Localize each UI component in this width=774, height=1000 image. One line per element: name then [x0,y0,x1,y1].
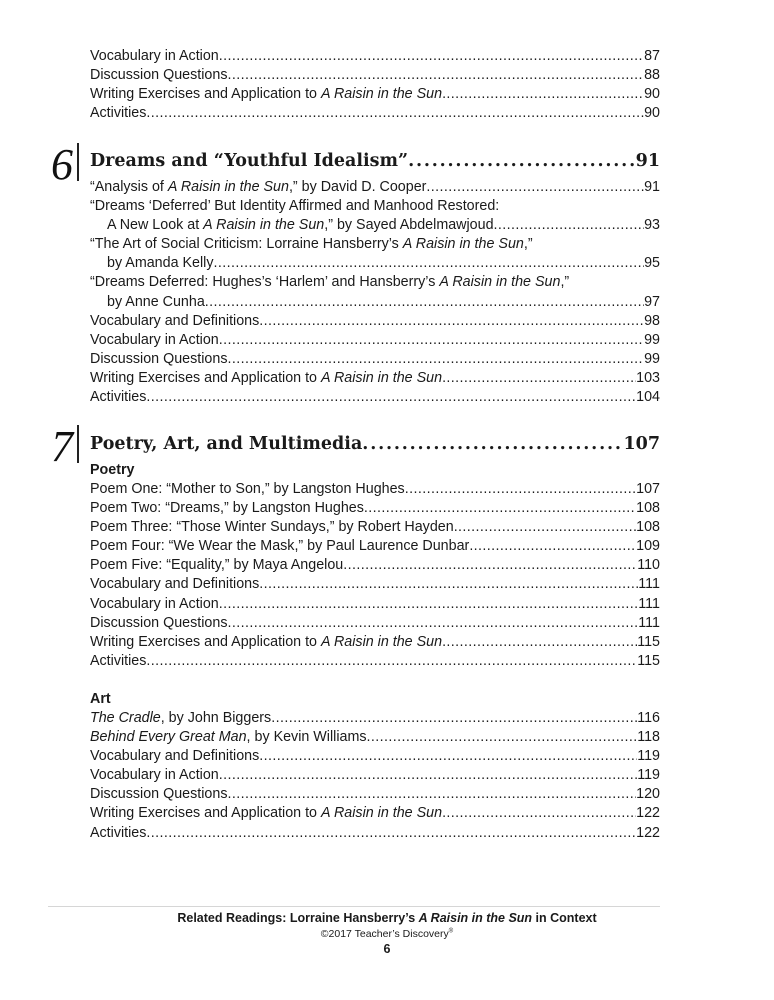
toc-entry[interactable] [90,518,660,537]
art-subheading: Art [90,690,111,707]
toc-entry-page: 110 [637,557,660,574]
toc-entry-page: 122 [636,805,660,822]
toc-entry[interactable] [90,85,660,104]
toc-entry[interactable] [90,537,660,556]
toc-entry-label: Poem One: “Mother to Son,” by Langston Hughes [90,481,405,497]
footer-divider [48,906,660,907]
toc-entry-label: Activities [90,824,147,841]
toc-entry-page: 115 [637,652,660,669]
toc-entry[interactable] [90,556,660,575]
toc-entry[interactable] [90,47,660,66]
toc-entry[interactable]: Discussion Questions ..... 99 [90,350,660,369]
toc-top-entries [90,47,660,123]
toc-entry-label: Vocabulary in Action [90,767,219,784]
toc-entry-page: 108 [636,500,660,517]
toc-entry-page: 116 [637,709,660,726]
chapter-7-divider [77,425,79,463]
page-number: 6 [383,942,391,956]
chapter-7-number: 7 [51,422,73,471]
toc-entry-label: Vocabulary and Definitions [90,748,260,765]
toc-entry-page: 118 [637,729,660,746]
toc-entry[interactable]: Activities ..... 104 [90,388,660,407]
toc-entry[interactable] [90,747,660,766]
toc-entry-page: 111 [638,595,660,612]
toc-entry-line1[interactable]: “The Art of Social Criticism: Lorraine Hansberry’s A Raisin in the Sun,” [90,236,533,253]
toc-entry-line1[interactable]: “Dreams Deferred: Hughes’s ‘Harlem’ and Hansberry’s A Raisin in the Sun,” [90,274,570,291]
toc-entry-label: Poem Five: “Equality,” by Maya Angelou [90,557,344,574]
toc-entry-page: 107 [636,481,660,497]
toc-entry-label: Poem Three: “Those Winter Sundays,” by Robert Hayden [90,519,454,536]
toc-entry[interactable] [90,614,660,633]
toc-entry[interactable] [90,595,660,614]
chapter-7-page: 107 [623,434,660,454]
footer-book-title: Related Readings: Lorraine Hansberry’s A Raisin in the Sun in Context [177,911,597,925]
toc-entry-page: 109 [636,538,660,555]
toc-entry-label: Discussion Questions [90,786,228,803]
toc-entry-label: Vocabulary in Action [90,48,219,64]
toc-entry[interactable] [90,480,660,499]
chapter-6-section [90,148,660,407]
toc-entry-label: The Cradle, by John Biggers [90,709,272,726]
toc-entry[interactable] [90,499,660,518]
toc-entry-page: 111 [638,576,660,593]
toc-entry[interactable]: A New Look at A Raisin in the Sun,” by Sayed Abdelmawjoud ..... 93 [90,216,660,235]
toc-entry-label: Discussion Questions [90,67,228,84]
toc-entry-line1[interactable]: “Dreams ‘Deferred’ But Identity Affirmed and Manhood Restored: [90,198,500,215]
toc-entry[interactable] [90,652,660,671]
toc-entry-label: Vocabulary in Action [90,595,219,612]
toc-entry-page: 90 [644,105,660,122]
poetry-subheading: Poetry [90,462,135,478]
toc-entry[interactable]: Writing Exercises and Application to A Raisin in the Sun ..... 103 [90,369,660,388]
toc-entry-label: Writing Exercises and Application to A Raisin in the Sun [90,805,443,822]
toc-entry[interactable]: by Anne Cunha ..... 97 [90,293,660,312]
chapter-7-title: Poetry, Art, and Multimedia [90,434,363,454]
toc-entry-label: Writing Exercises and Application to A Raisin in the Sun [90,633,443,650]
toc-entry[interactable] [90,728,660,747]
toc-entry-page: 119 [637,767,660,784]
toc-entry[interactable] [90,575,660,594]
toc-entry-label: Activities [90,652,147,669]
toc-entry[interactable]: “Analysis of A Raisin in the Sun,” by David D. Cooper ..... 91 [90,178,660,197]
toc-entry-label: Vocabulary and Definitions [90,576,260,593]
toc-entry[interactable] [90,104,660,123]
art-entries [90,709,660,843]
toc-entry-page: 88 [644,67,660,84]
toc-entry[interactable] [90,66,660,85]
chapter-7-section [90,431,660,843]
toc-entry-page: 87 [644,48,660,64]
toc-entry-page: 122 [636,824,660,841]
toc-entry-page: 90 [644,86,660,103]
toc-entry-label: Writing Exercises and Application to A Raisin in the Sun [90,86,443,103]
chapter-6-page: 91 [635,151,660,171]
toc-entry[interactable] [90,766,660,785]
chapter-6-divider [77,143,79,181]
toc-entry-label: Poem Two: “Dreams,” by Langston Hughes [90,500,364,517]
footer-copyright: ©2017 Teacher’s Discovery® [320,928,454,940]
toc-entry-label: Behind Every Great Man, by Kevin Williams [90,729,367,746]
poetry-entries [90,480,660,671]
toc-entry[interactable] [90,785,660,804]
chapter-7-heading[interactable] [90,431,660,457]
toc-entry[interactable] [90,709,660,728]
toc-entry[interactable] [90,824,660,843]
toc-entry-label: Activities [90,105,147,122]
toc-entry[interactable]: by Amanda Kelly ..... 95 [90,254,660,273]
toc-entry-page: 119 [637,748,660,765]
toc-entry-page: 120 [636,786,660,803]
toc-entry[interactable] [90,804,660,823]
toc-entry-page: 115 [637,633,660,650]
toc-entry-label: Poem Four: “We Wear the Mask,” by Paul Laurence Dunbar [90,538,470,555]
toc-entry[interactable]: Vocabulary in Action ..... 99 [90,331,660,350]
toc-entry[interactable]: Vocabulary and Definitions ..... 98 [90,312,660,331]
toc-entry-label: Discussion Questions [90,614,228,631]
chapter-6-number: 6 [51,140,73,189]
toc-entry[interactable] [90,633,660,652]
toc-entry-page: 108 [636,519,660,536]
chapter-6-heading[interactable] [90,148,660,174]
toc-entry-page: 111 [638,614,660,631]
chapter-6-title: Dreams and “Youthful Idealism” [90,151,409,171]
